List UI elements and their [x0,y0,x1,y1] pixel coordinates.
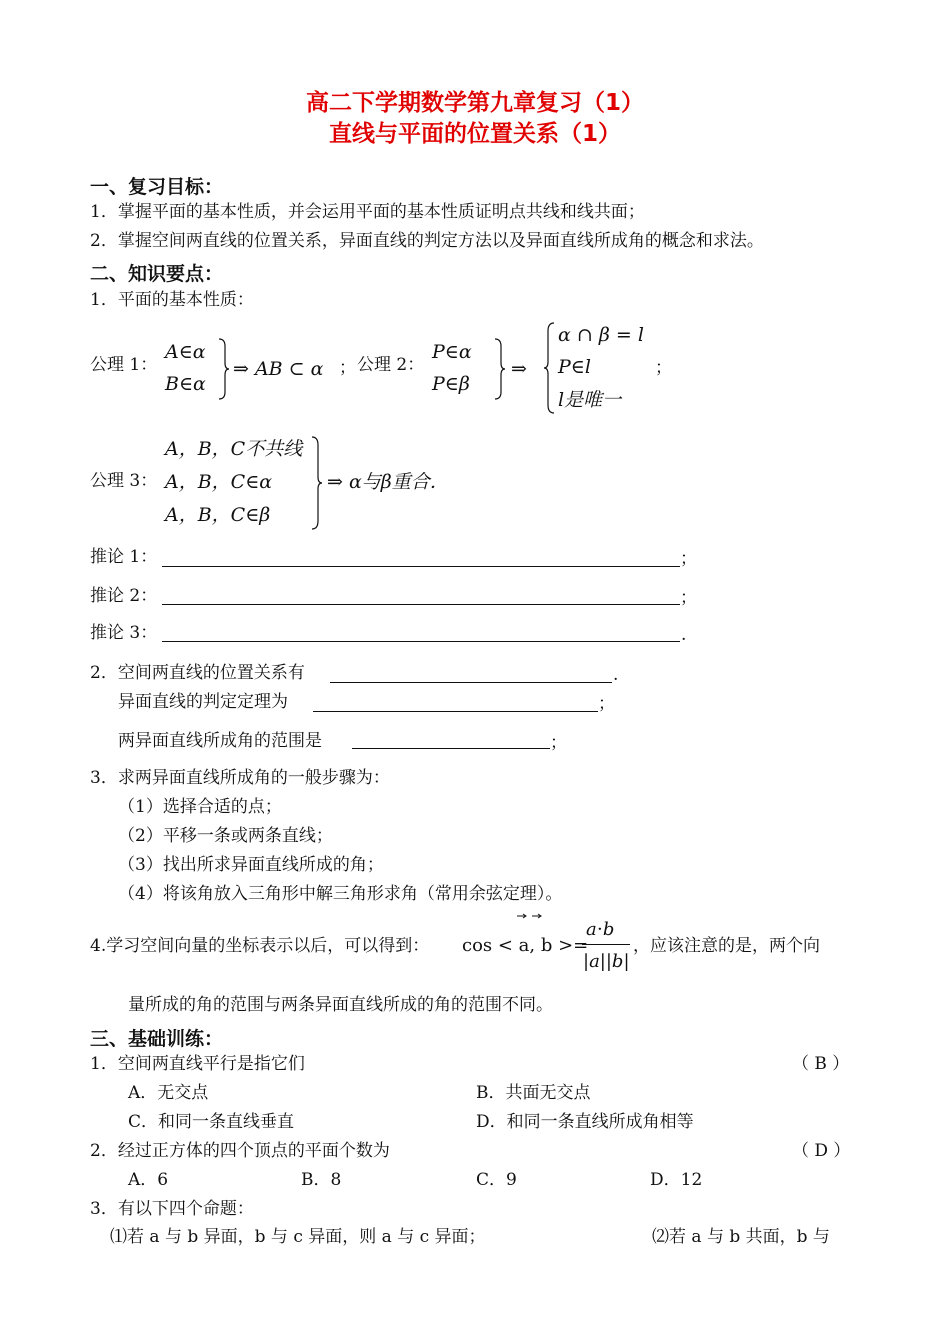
axiom2-result1: α ∩ β = l [558,324,644,346]
corollary2-label: 推论 2： [90,586,158,606]
corollary3-blank[interactable] [162,641,680,642]
item3-heading: 3．求两异面直线所成角的一般步骤为： [90,768,390,788]
item4-line2: 量所成的角的范围与两条异面直线所成的角的范围不同。 [128,995,553,1015]
corollary3-label: 推论 3： [90,623,158,643]
section-heading-basic-training: 三、基础训练： [90,1028,224,1050]
item4-text-before: 4.学习空间向量的坐标表示以后，可以得到： [90,936,430,956]
item2-line2-end: ； [598,694,615,714]
page-title: 高二下学期数学第九章复习（1） [305,90,644,116]
axiom2-cond1: P∈α [432,341,472,363]
q3-proposition-1: ⑴若 a 与 b 异面，b 与 c 异面，则 a 与 c 异面； [110,1227,486,1247]
q2-option-d[interactable]: D．12 [650,1170,703,1190]
axiom2-result3: l是唯一 [558,389,622,411]
q1-option-d[interactable]: D．和同一条直线所成角相等 [476,1112,694,1132]
axiom1-cond2: B∈α [165,373,206,395]
item2-blank2[interactable] [313,711,598,712]
q3-proposition-2: ⑵若 a 与 b 共面，b 与 [652,1227,830,1247]
section-heading-key-points: 二、知识要点： [90,263,224,285]
q2-option-b[interactable]: B．8 [301,1170,342,1190]
vector-arrows [516,912,546,920]
q2-option-c[interactable]: C．9 [476,1170,517,1190]
axiom2-left-brace [543,322,555,414]
item2-line2: 异面直线的判定定理为 [118,692,288,712]
step-item: （4）将该角放入三角形中解三角形求角（常用余弦定理）。 [118,884,563,904]
corollary1-end: ； [680,549,697,569]
axiom1-cond1: A∈α [165,341,206,363]
axiom1-result: ⇒ AB ⊂ α [233,358,324,380]
axiom2-right-brace [494,338,506,400]
goal-item: 1．掌握平面的基本性质，并会运用平面的基本性质证明点共线和线共面； [90,202,645,222]
axiom3-right-brace [311,436,323,530]
item4-denominator: |a||b| [583,951,630,972]
q2-stem: 2．经过正方体的四个顶点的平面个数为 [90,1141,390,1161]
item2-line3: 两异面直线所成角的范围是 [118,731,322,751]
step-item: （3）找出所求异面直线所成的角； [118,855,384,875]
q2-option-a[interactable]: A．6 [128,1170,169,1190]
corollary3-end: . [681,625,687,645]
q1-stem: 1．空间两直线平行是指它们 [90,1054,305,1074]
item4-text-after: ，应该注意的是，两个向 [633,936,820,956]
q1-option-c[interactable]: C．和同一条直线垂直 [128,1112,295,1132]
axiom2-result2: P∈l [558,356,591,378]
corollary2-end: ； [680,588,697,608]
axiom3-cond1: A，B，C不共线 [165,438,303,460]
step-item: （2）平移一条或两条直线； [118,826,333,846]
q1-answer: （ B ） [792,1054,850,1074]
section-heading-goals: 一、复习目标： [90,176,224,198]
axiom2-arrow: ⇒ [511,358,527,380]
item2-line1: 2．空间两直线的位置关系有 [90,663,305,683]
axiom1-label: 公理 1： [90,355,158,375]
axiom3-cond2: A，B，C∈α [165,471,273,493]
axiom2-label: 公理 2： [357,355,425,375]
item4-numerator: a⋅b [586,919,615,940]
item2-line1-end: . [613,665,619,685]
q1-option-b[interactable]: B．共面无交点 [476,1083,591,1103]
q1-option-a[interactable]: A．无交点 [128,1083,209,1103]
corollary1-label: 推论 1： [90,547,158,567]
corollary1-blank[interactable] [162,566,680,567]
fraction-bar [582,944,630,945]
step-item: （1）选择合适的点； [118,797,282,817]
q3-stem: 3．有以下四个命题： [90,1199,254,1219]
axiom1-separator: ； [339,358,356,378]
item4-cos-expression: cos < a, b >= [462,935,589,956]
axiom3-label: 公理 3： [90,471,158,491]
axiom2-separator: ； [655,358,672,378]
item-plane-properties: 1．平面的基本性质： [90,290,254,310]
q2-answer: （ D ） [792,1141,851,1161]
item2-blank1[interactable] [330,682,612,683]
axiom2-cond2: P∈β [432,373,470,395]
page-subtitle: 直线与平面的位置关系（1） [328,121,621,147]
item2-blank3[interactable] [352,748,550,749]
axiom1-right-brace [218,338,230,400]
axiom3-result: ⇒ α与β重合． [327,471,449,493]
goal-item: 2．掌握空间两直线的位置关系，异面直线的判定方法以及异面直线所成角的概念和求法。 [90,231,764,251]
corollary2-blank[interactable] [162,604,680,605]
axiom3-cond3: A，B，C∈β [165,504,271,526]
item2-line3-end: ； [550,733,567,753]
